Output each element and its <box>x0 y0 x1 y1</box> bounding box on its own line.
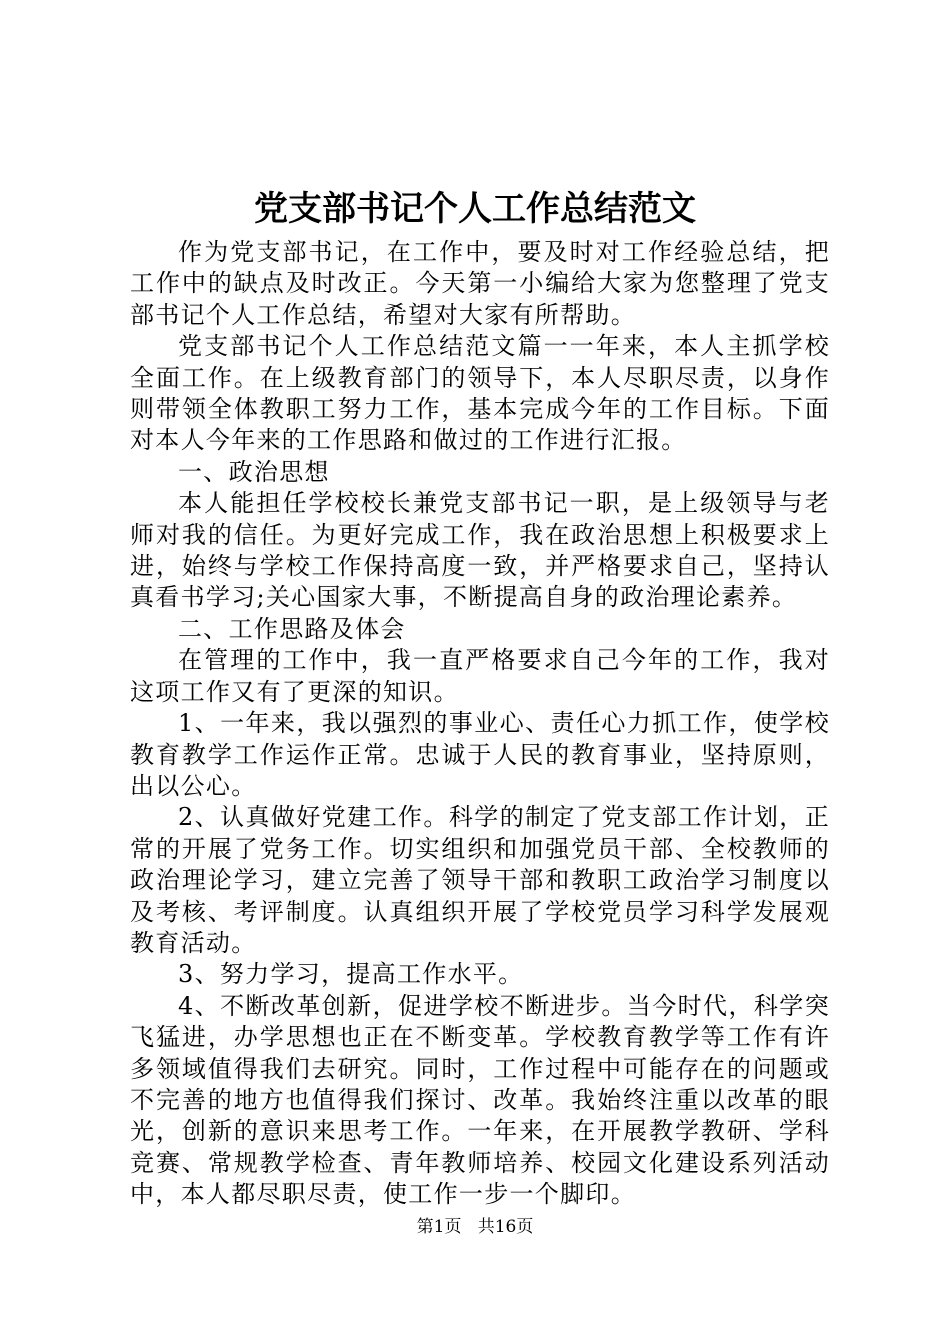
page-number-current: 第1页 <box>416 1217 462 1237</box>
list-item: 4、不断改革创新，促进学校不断进步。当今时代，科学突飞猛进，办学思想也正在不断变革。学校教育教学等工作有许多领域值得我们去研究。同时，工作过程中可能存在的问题或不完善的地方也值得我们探讨、改革。我始终注重以改革的眼光，创新的意识来思考工作。一年来，在开展教学教研、学科竞赛、常规教学检查、青年教师培养、校园文化建设系列活动中，本人都尽职尽责，使工作一步一个脚印。 <box>130 991 830 1209</box>
paragraph: 作为党支部书记，在工作中，要及时对工作经验总结，把工作中的缺点及时改正。今天第一小编给大家为您整理了党支部书记个人工作总结，希望对大家有所帮助。 <box>130 238 830 329</box>
document-body <box>130 237 830 1211</box>
document-title: 党支部书记个人工作总结范文 <box>254 189 696 229</box>
list-item: 3、努力学习，提高工作水平。 <box>178 960 524 989</box>
list-item: 2、认真做好党建工作。科学的制定了党支部工作计划，正常的开展了党务工作。切实组织和加强党员干部、全校教师的政治理论学习，建立完善了领导干部和教职工政治学习制度以及考核、考评制度。认真组织开展了学校党员学习科学发展观教育活动。 <box>130 803 830 957</box>
paragraph: 本人能担任学校校长兼党支部书记一职，是上级领导与老师对我的信任。为更好完成工作，我在政治思想上积极要求上进，始终与学校工作保持高度一致，并严格要求自己，坚持认真看书学习;关心国家大事，不断提高自身的政治理论素养。 <box>130 489 830 612</box>
section-heading: 二、工作思路及体会 <box>178 614 406 643</box>
page-footer <box>0 1216 950 1238</box>
paragraph: 党支部书记个人工作总结范文篇一一年来，本人主抓学校全面工作。在上级教育部门的领导下，本人尽职尽责，以身作则带领全体教职工努力工作，基本完成今年的工作目标。下面对本人今年来的工作思路和做过的工作进行汇报。 <box>130 332 830 455</box>
section-heading: 一、政治思想 <box>178 457 330 486</box>
paragraph: 在管理的工作中，我一直严格要求自己今年的工作，我对这项工作又有了更深的知识。 <box>130 646 830 706</box>
page-number-separator <box>467 1216 472 1238</box>
page-number-total: 共16页 <box>477 1217 534 1237</box>
list-item: 1、一年来，我以强烈的事业心、责任心力抓工作，使学校教育教学工作运作正常。忠诚于人民的教育事业，坚持原则，出以公心。 <box>130 709 830 800</box>
